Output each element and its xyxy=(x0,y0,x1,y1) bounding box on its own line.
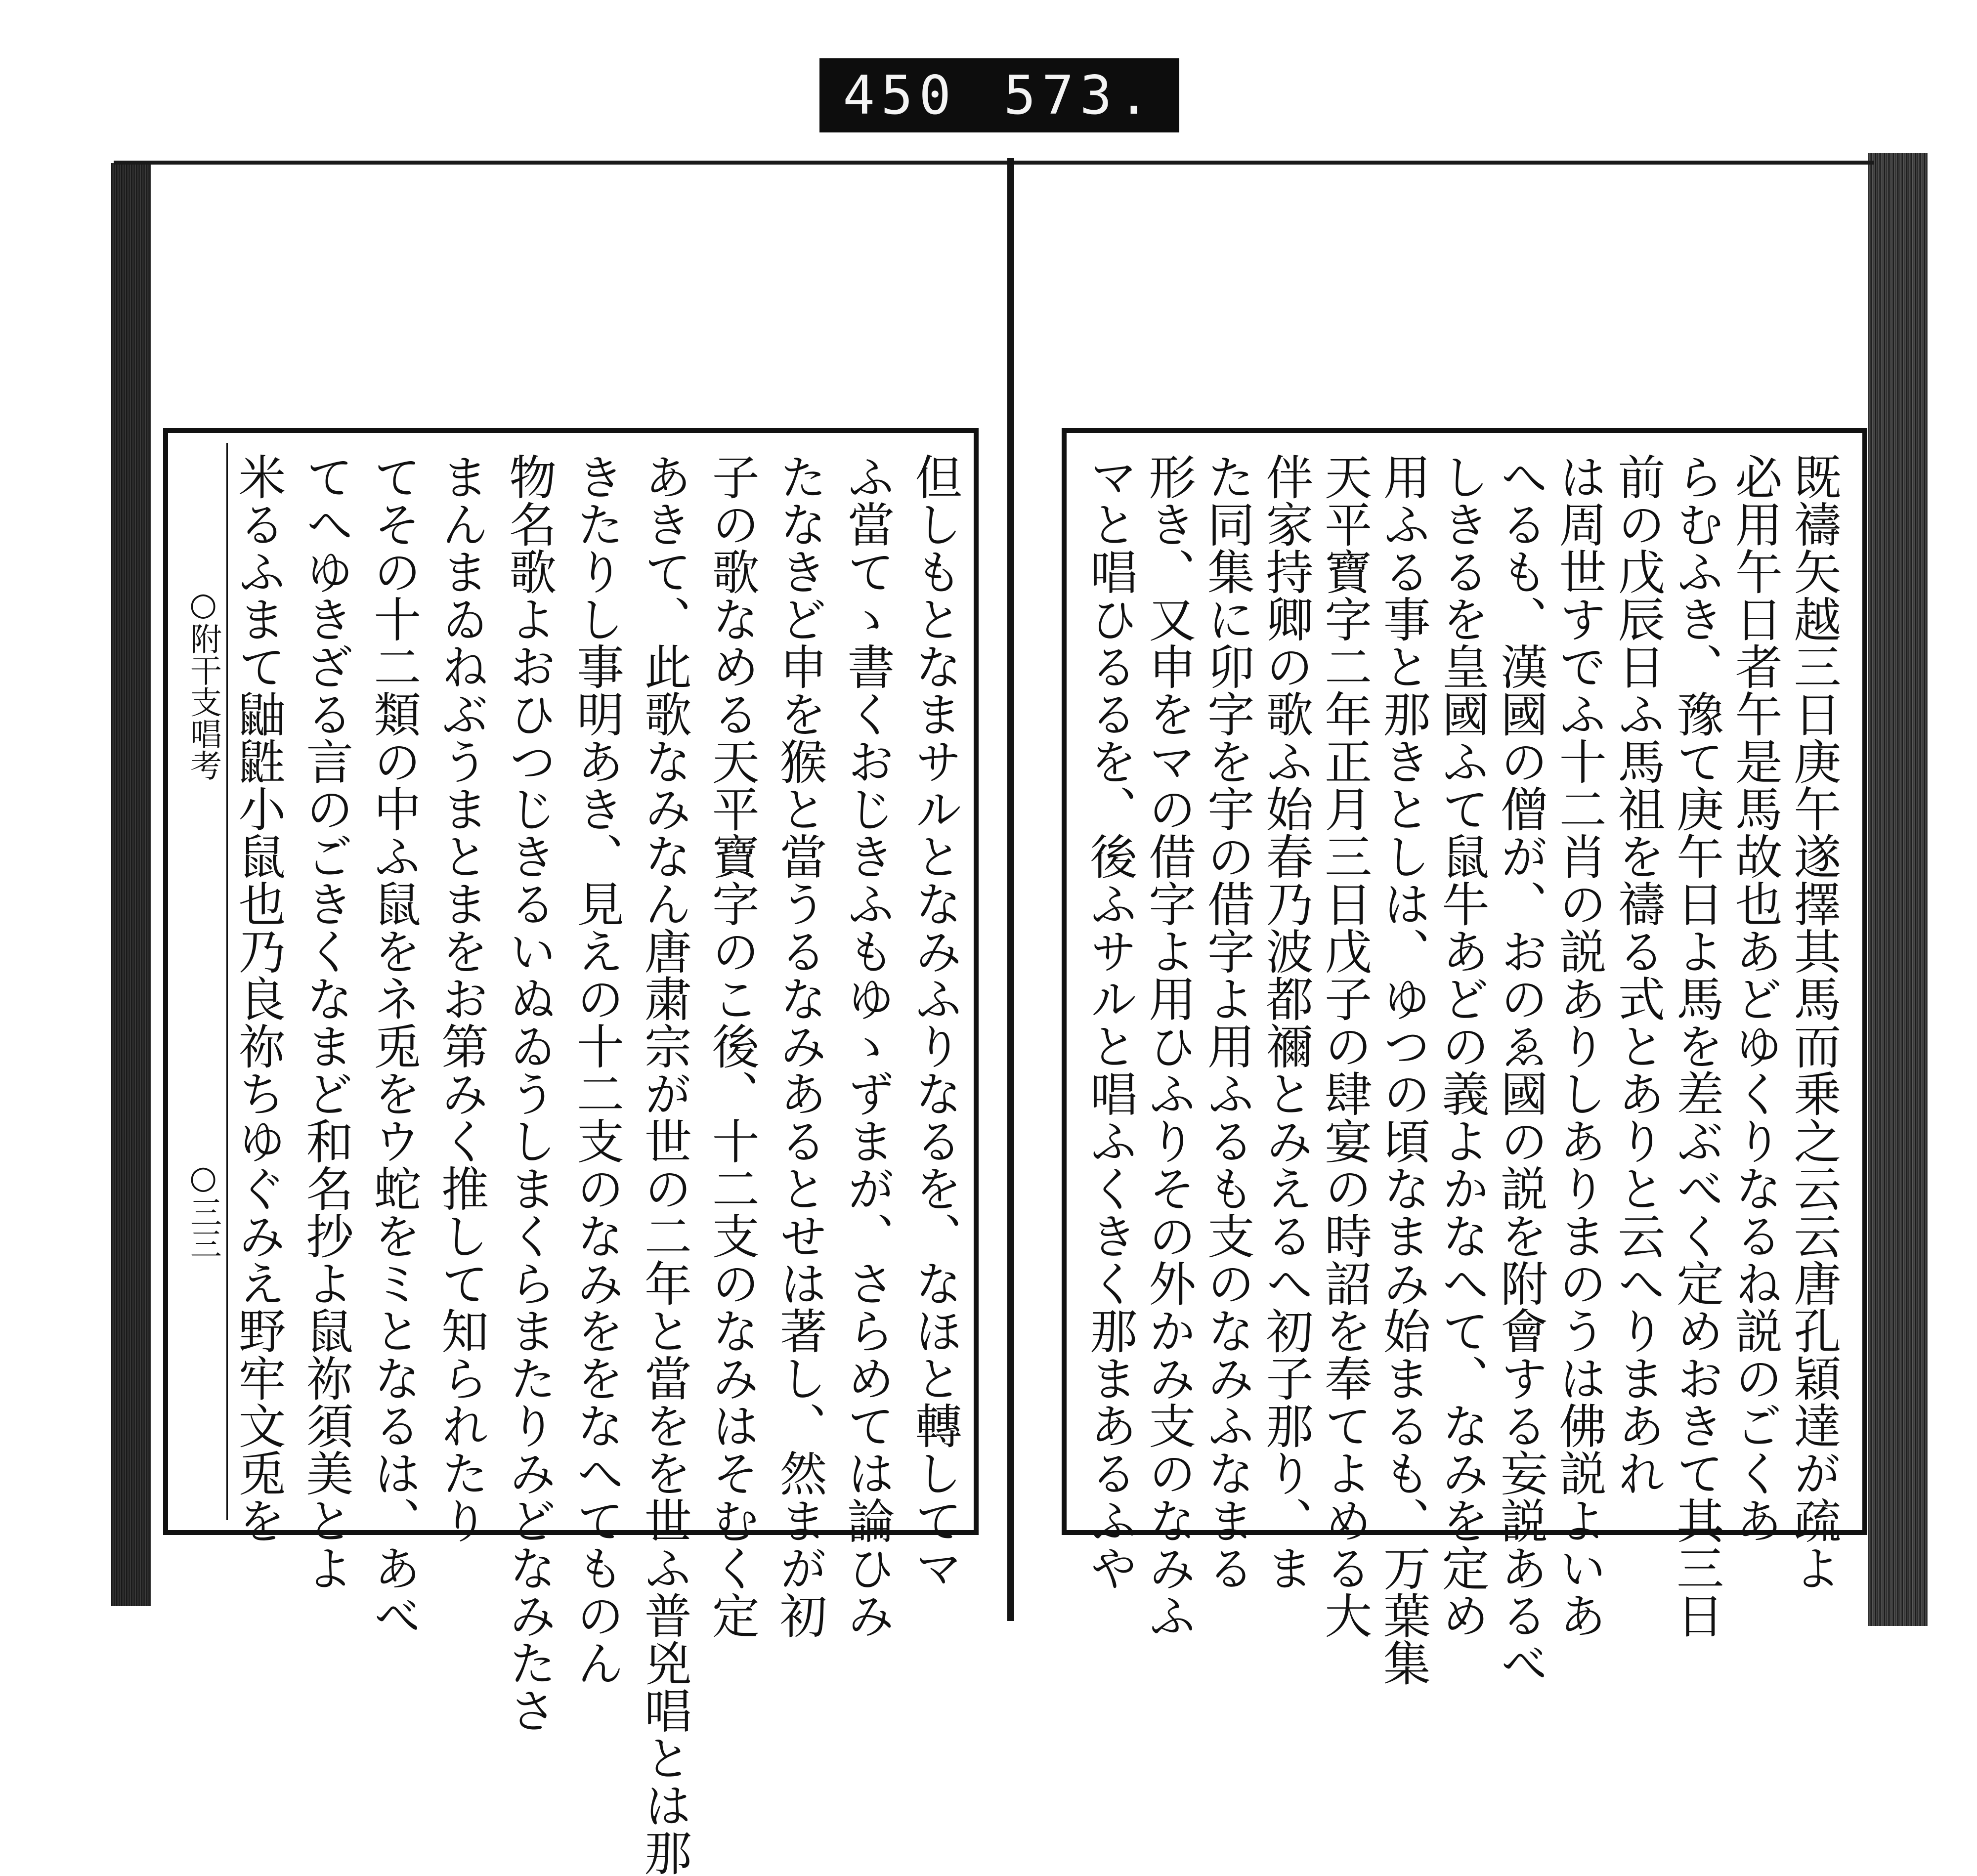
text-column: ふ當てゝ書くおじきふもゆゝずまが、さらめては論ひみ xyxy=(840,453,896,1639)
text-column: マと唱ひるるを、後ふサルと唱ふくきく那まあるふや xyxy=(1082,453,1138,1591)
text-column: 但しもとなまサルとなみふりなるを、なほと轉してマ xyxy=(907,453,963,1591)
text-column: てへゆきざる言のごきくなまど和名抄よ鼠祢須美とよ xyxy=(298,453,354,1591)
page-number: ○三三 xyxy=(185,1159,221,1259)
left-text-block xyxy=(231,453,963,1876)
text-column: 子の歌なめる天平寶字のこ後、十二支のなみはそむく定 xyxy=(704,453,760,1639)
text-column: あきて、此歌なみなん唐粛宗が世の二年と當をを世ふ普兇唱とは那 xyxy=(637,453,692,1876)
text-column: た同集に卯字を宇の借字よ用ふるも支のなみふなまる xyxy=(1200,453,1255,1591)
text-column: 物名歌よおひつじきるいぬゐうしまくらまたりみどなみたさ xyxy=(501,453,557,1734)
text-column: らむふき、豫て庚午日よ馬を差ぶべく定めおきて其三日 xyxy=(1669,453,1724,1639)
text-column: きたりし事明あき、見えの十二支のなみををなへてものん xyxy=(569,453,625,1686)
margin-rule xyxy=(226,443,228,1520)
left-page xyxy=(163,428,979,1876)
catalog-number-plate xyxy=(819,58,1179,132)
text-column: しきるを皇國ふて鼠牛あどの義よかなへて、なみを定め xyxy=(1434,453,1490,1639)
top-border-right xyxy=(1014,161,1874,165)
text-column: 必用午日者午是馬故也あどゆくりなるね説のごくあ xyxy=(1727,453,1783,1544)
text-column: 天平寶字二年正月三日戊子の肆宴の時詔を奉てよめる大 xyxy=(1317,453,1373,1639)
text-column: は周世すでふ十二肖の説ありしありまのうは佛説よいあ xyxy=(1551,453,1607,1639)
catalog-number-right: 573. xyxy=(1003,64,1156,127)
book-gutter xyxy=(1007,158,1014,1621)
text-column: 形き、又申をマの借字よ用ひふりその外かみ支のなみふ xyxy=(1141,453,1197,1639)
right-page xyxy=(1062,428,1867,1686)
top-border-left xyxy=(114,161,1008,165)
text-column: 前の戊辰日ふ馬祖を禱る式とありと云へりまあれ xyxy=(1610,453,1666,1496)
text-column: 用ふる事と那きとしは、ゆつの頃なまみ始まるも、万葉集 xyxy=(1375,453,1431,1686)
book-edge-left xyxy=(111,163,151,1606)
text-column: 米るふまて鼬鼪小鼠也乃良祢ちゆぐみえ野牢文兎を xyxy=(231,453,286,1544)
running-title: ○附干支唱考 xyxy=(185,586,221,781)
text-column: まんまゐねぶうまとまをお第みく推して知られたり xyxy=(433,453,489,1544)
text-column: へるも、漢國の僧が、おのゑ國の説を附會する妄説あるべ xyxy=(1493,453,1548,1686)
right-text-block xyxy=(1082,453,1842,1686)
book-edge-right xyxy=(1868,153,1928,1626)
text-column: 既禱矢越三日庚午遂擇其馬而乗之云云唐孔穎達が疏よ xyxy=(1786,453,1842,1591)
text-column: 伴家持卿の歌ふ始春乃波都禰とみえるへ初子那り、ま xyxy=(1258,453,1314,1591)
text-column: てその十二類の中ふ鼠をネ兎をウ蛇をミとなるは、あべ xyxy=(366,453,422,1639)
catalog-number-left: 450 xyxy=(843,64,957,127)
text-column: たなきど申を猴と當うるなみあるとせは著し、然まが初 xyxy=(772,453,828,1639)
